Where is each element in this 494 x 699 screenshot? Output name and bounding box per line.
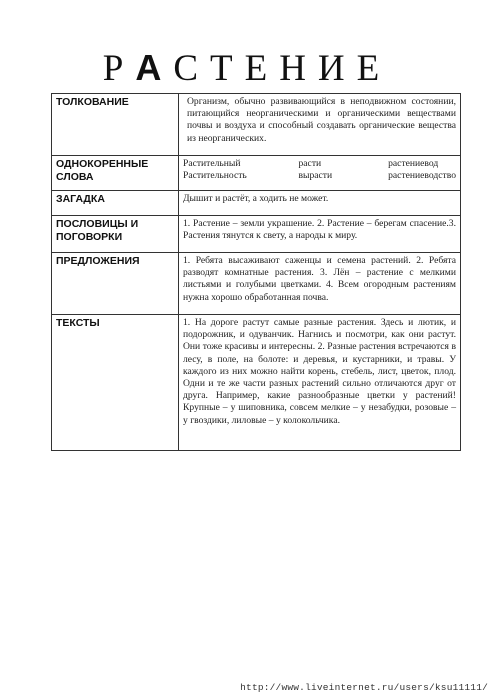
row-odnokorennye [52,156,461,191]
text-teksty: 1. На дороге растут самые разные растения. Здесь и лютик, и подорожник, и одуванчик. Нагнись и посмотри, как они растут. Они тоже красивы и интересны. 2. Разные растения встречаются в лесу, в поле, на болоте: и деревья, и кустарники, и травы. У каждого из них можно найти корень, стебель, лист, цветок, плод. Одни и те же части разных растений сильно отличаются друг от друга. Например, какие разнообразные цветки у растений! Крупные – у шиповника, совсем мелкие – у незабудки, розовые – у гвоздики, лиловые – у колокольчика. [179,315,461,451]
related-word: расти [298,158,322,169]
term-tolkovanie: ТОЛКОВАНИЕ [52,94,179,156]
text-tolkovanie: Организм, обычно развивающийся в неподвижном состоянии, питающийся неорганическими и органическими веществами почвы и воздуха и способный создавать органические вещества из неорганических. [179,94,461,156]
text-poslovicy: 1. Растение – земли украшение. 2. Растение – берегам спасение.3. Растения тянутся к свету, а народы к миру. [179,216,461,253]
row-zagadka [52,191,461,216]
title-part-3: СТЕНИЕ [173,48,392,89]
text-predlozheniya: 1. Ребята высаживают саженцы и семена растений. 2. Ребята разводят комнатные растения. 3. Лён – растение с мелкими листьями и голубыми цветками. 4. Всем огородным растениям нужна хорошо обработанная почва. [179,253,461,315]
row-poslovicy [52,216,461,253]
term-teksty: ТЕКСТЫ [52,315,179,451]
text-zagadka: Дышит и растёт, а ходить не может. [179,191,461,216]
watermark-url: http://www.liveinternet.ru/users/ksu11111/ [240,682,488,693]
related-word: вырасти [298,170,333,182]
term-predlozheniya: ПРЕДЛОЖЕНИЯ [52,253,179,315]
related-word: Растительный [183,158,241,169]
related-word: растениевод [388,158,439,169]
row-predlozheniya [52,253,461,315]
term-odnokorennye: ОДНОКОРЕННЫЕ СЛОВА [52,156,179,191]
page-title [0,48,494,89]
related-word: Растительность [183,170,247,182]
title-part-1: Р [102,48,136,89]
row-teksty [52,315,461,451]
related-word: растениеводство [388,170,456,182]
word-card-table [51,93,461,451]
related-words [179,156,461,191]
title-part-2: А [135,47,174,88]
term-poslovicy: ПОСЛОВИЦЫ И ПОГОВОРКИ [52,216,179,253]
term-zagadka: ЗАГАДКА [52,191,179,216]
row-tolkovanie [52,94,461,156]
